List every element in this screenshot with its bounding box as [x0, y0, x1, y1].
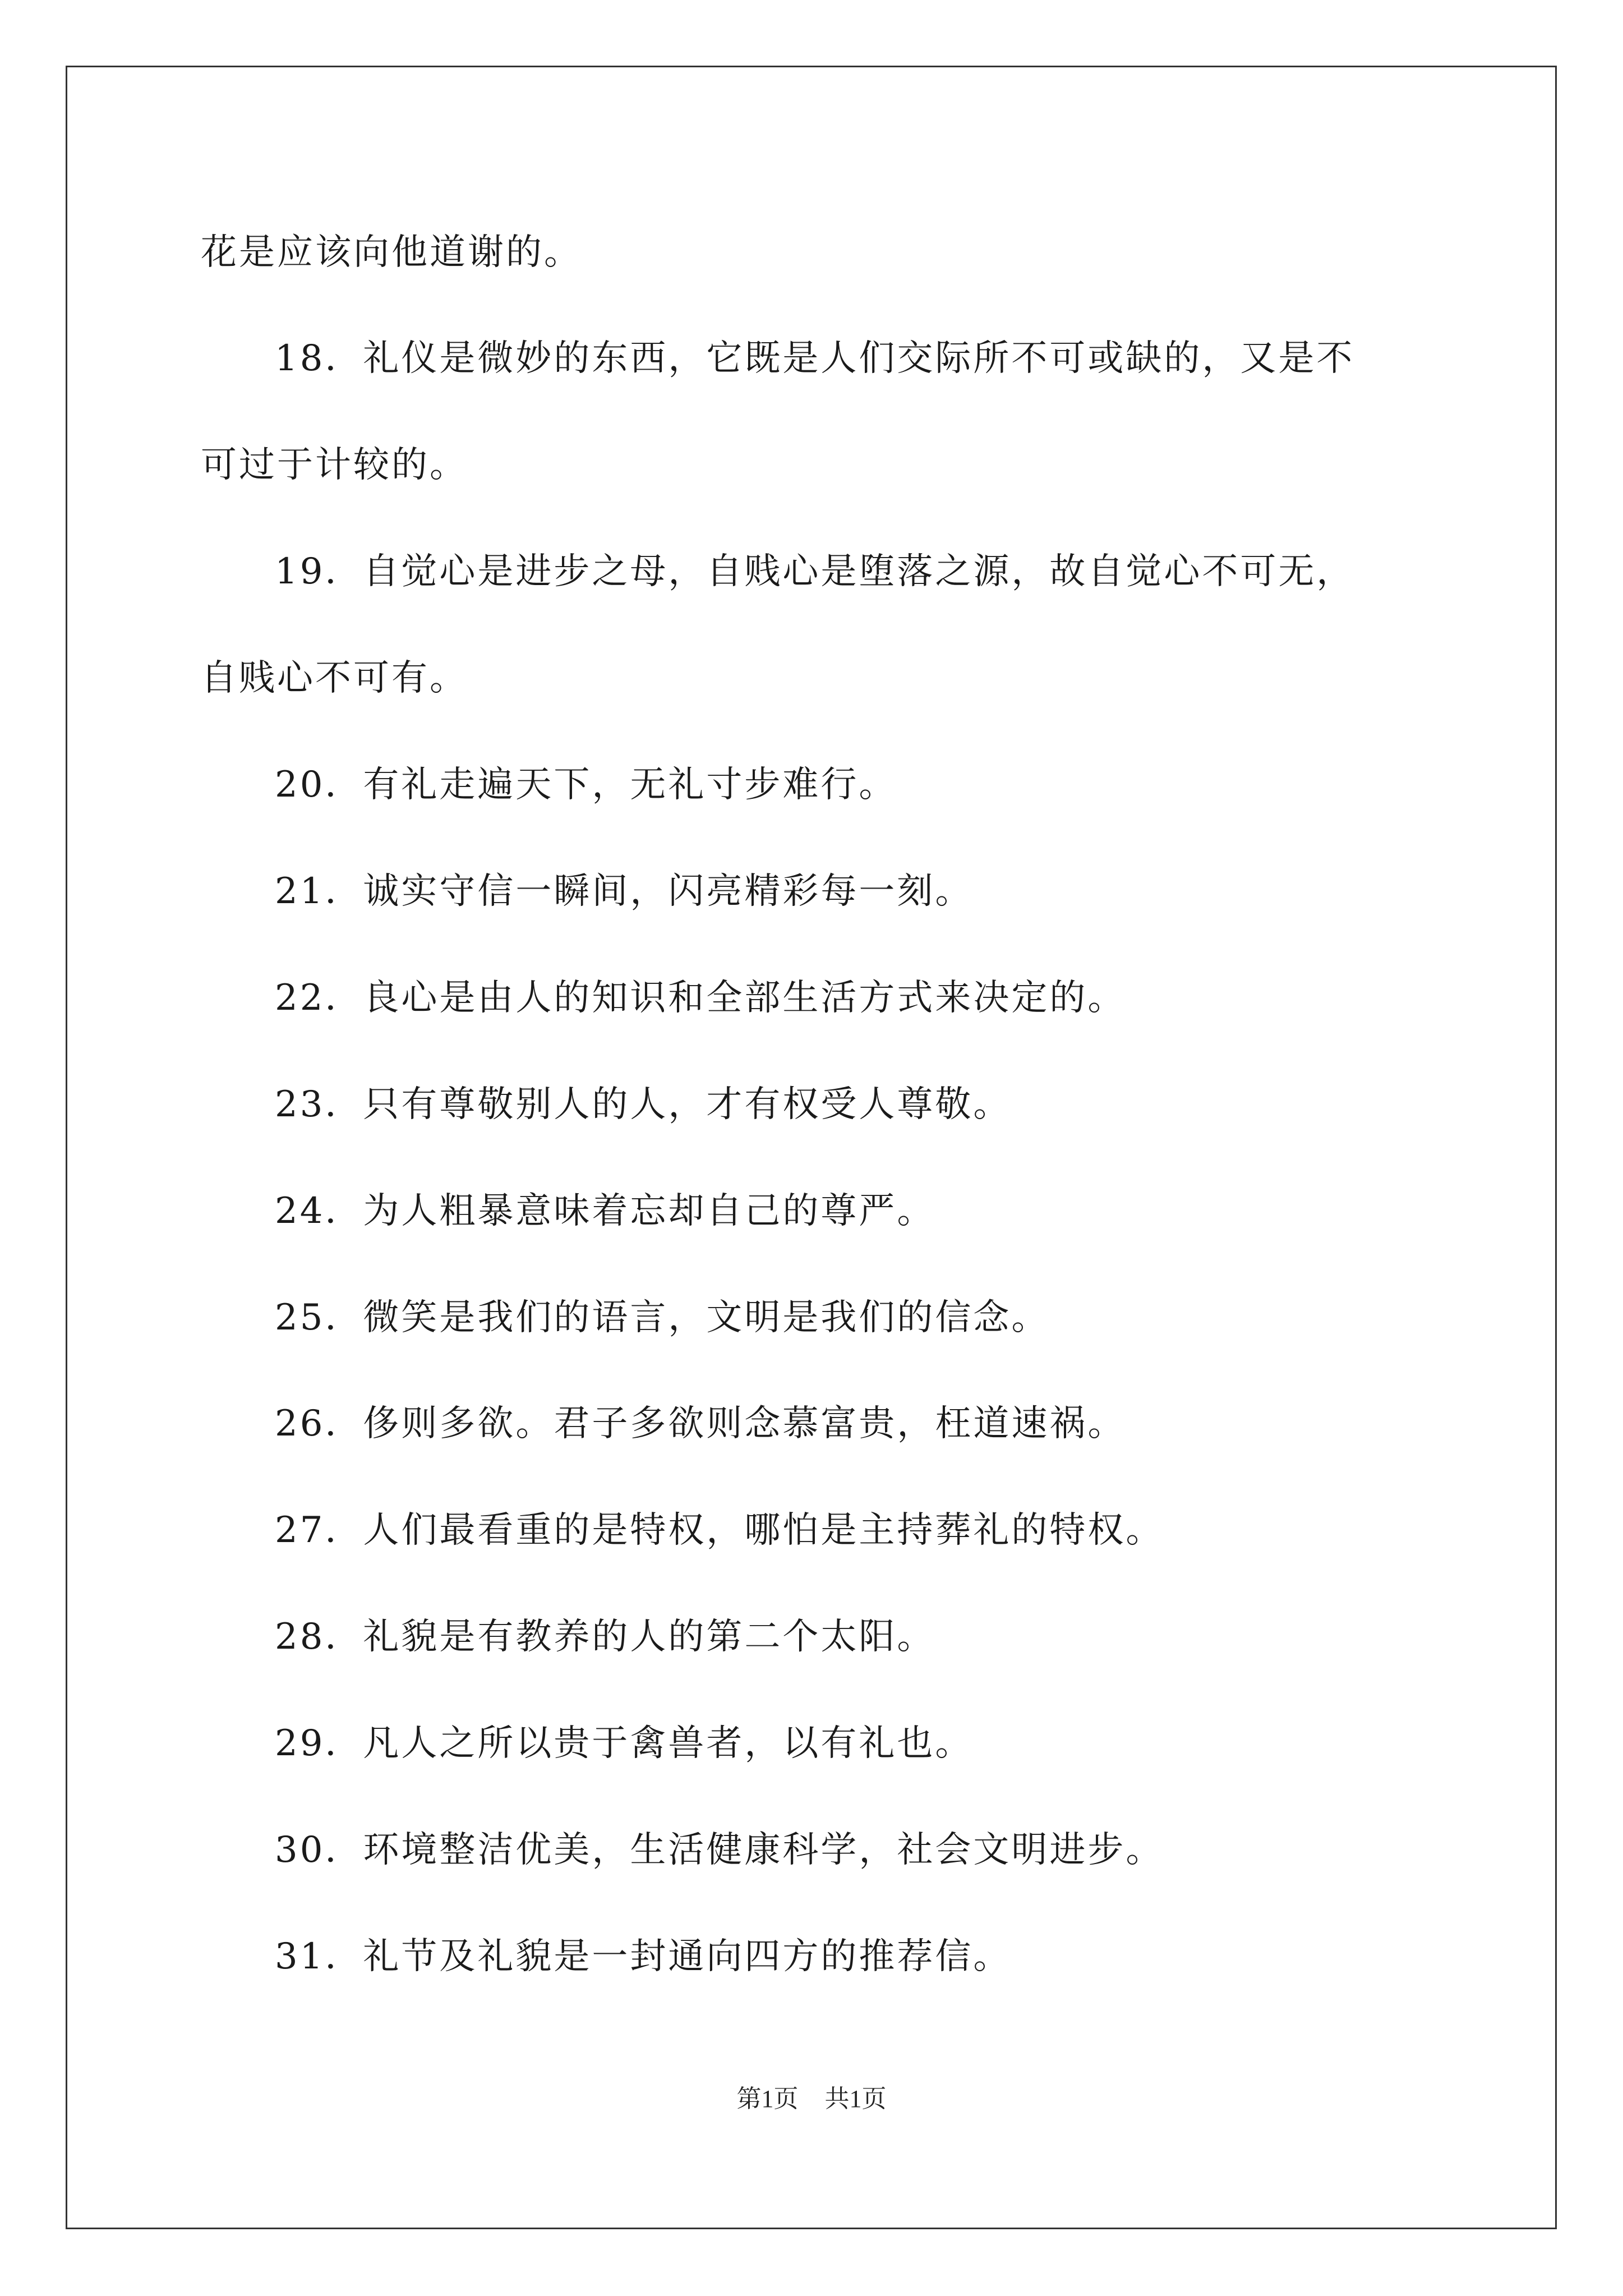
- text-line-11: 25．微笑是我们的语言，文明是我们的信念。: [275, 1297, 1050, 1338]
- text-line-14: 28．礼貌是有教养的人的第二个太阳。: [275, 1616, 935, 1658]
- text-line-15: 29．凡人之所以贵于禽兽者，以有礼也。: [275, 1723, 974, 1764]
- text-line-2: 18．礼仪是微妙的东西，它既是人们交际所不可或缺的，又是不: [275, 338, 1355, 379]
- text-line-5: 自贱心不可有。: [201, 657, 468, 699]
- text-line-8: 22．良心是由人的知识和全部生活方式来决定的。: [275, 977, 1126, 1019]
- page-border: [66, 66, 1557, 2229]
- text-line-3: 可过于计较的。: [201, 444, 468, 486]
- text-line-6: 20．有礼走遍天下，无礼寸步难行。: [275, 764, 897, 806]
- text-line-10: 24．为人粗暴意味着忘却自己的尊严。: [275, 1190, 935, 1232]
- text-line-4: 19．自觉心是进步之母，自贱心是堕落之源，故自觉心不可无，: [275, 551, 1355, 592]
- text-line-12: 26．侈则多欲。君子多欲则念慕富贵，枉道速祸。: [275, 1403, 1126, 1444]
- text-line-7: 21．诚实守信一瞬间，闪亮精彩每一刻。: [275, 871, 974, 912]
- text-line-17: 31．礼节及礼貌是一封通向四方的推荐信。: [275, 1936, 1012, 1977]
- text-line-9: 23．只有尊敬别人的人，才有权受人尊敬。: [275, 1084, 1012, 1125]
- page-number-total: 共1页: [824, 2085, 887, 2113]
- text-line-16: 30．环境整洁优美，生活健康科学，社会文明进步。: [275, 1829, 1164, 1871]
- text-line-13: 27．人们最看重的是特权，哪怕是主持葬礼的特权。: [275, 1510, 1164, 1551]
- page-footer: [0, 2082, 1623, 2116]
- page-number-current: 第1页: [736, 2085, 799, 2113]
- text-line-1: 花是应该向他道谢的。: [201, 232, 582, 273]
